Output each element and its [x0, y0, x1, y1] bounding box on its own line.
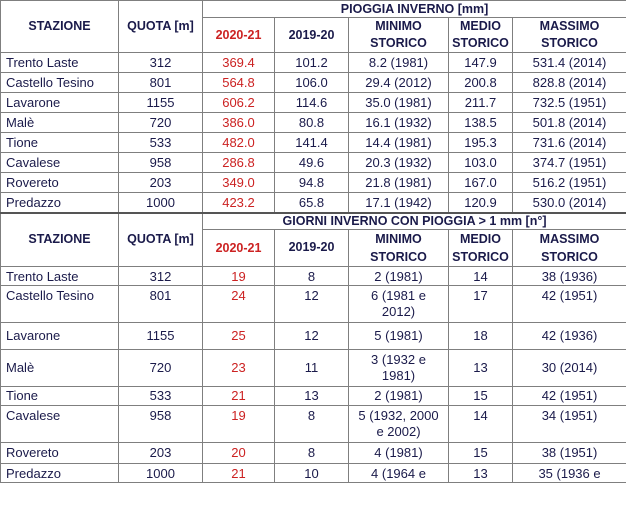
header-altitude: QUOTA [m] — [119, 1, 203, 53]
value-max: 530.0 (2014) — [513, 193, 626, 213]
value-2019-20: 13 — [275, 386, 349, 405]
value-2019-20: 101.2 — [275, 53, 349, 73]
altitude: 203 — [119, 442, 203, 463]
station-name: Cavalese — [1, 153, 119, 173]
value-2019-20: 10 — [275, 463, 349, 482]
value-2020-21: 564.8 — [203, 73, 275, 93]
value-2019-20: 94.8 — [275, 173, 349, 193]
value-min: 8.2 (1981) — [349, 53, 449, 73]
header-station: STAZIONE — [1, 1, 119, 53]
altitude: 1000 — [119, 193, 203, 213]
value-2020-21: 21 — [203, 463, 275, 482]
value-max: 501.8 (2014) — [513, 113, 626, 133]
value-min — [349, 266, 449, 285]
table-row — [1, 53, 626, 73]
value-2020-21: 20 — [203, 442, 275, 463]
value-min: 35.0 (1981) — [349, 93, 449, 113]
header-station: STAZIONE — [1, 213, 119, 267]
altitude: 720 — [119, 349, 203, 386]
header-2020-21: 2020-21 — [203, 18, 275, 53]
table-row — [1, 193, 626, 213]
value-2019-20: 12 — [275, 285, 349, 322]
station-name: Lavarone — [1, 93, 119, 113]
table-row — [1, 73, 626, 93]
table-row — [1, 405, 626, 442]
value-max: 731.6 (2014) — [513, 133, 626, 153]
value-2019-20: 141.4 — [275, 133, 349, 153]
value-2019-20: 80.8 — [275, 113, 349, 133]
value-max: 38 (1951) — [513, 442, 626, 463]
value-2020-21: 386.0 — [203, 113, 275, 133]
value-avg: 120.9 — [449, 193, 513, 213]
value-avg: 14 — [449, 266, 513, 285]
value-min-line1: 5 (1932, 2000 — [358, 407, 439, 423]
value-2019-20: 114.6 — [275, 93, 349, 113]
altitude: 533 — [119, 133, 203, 153]
value-2019-20: 8 — [275, 442, 349, 463]
value-min — [349, 285, 449, 322]
altitude: 1155 — [119, 93, 203, 113]
value-2020-21: 369.4 — [203, 53, 275, 73]
header-max-sub: STORICO — [513, 35, 626, 53]
header-min: MINIMO — [349, 18, 449, 36]
value-avg: 138.5 — [449, 113, 513, 133]
header-avg-sub: STORICO — [449, 249, 513, 267]
value-min-line1: 3 (1932 e — [371, 351, 426, 367]
value-avg: 147.9 — [449, 53, 513, 73]
value-avg: 200.8 — [449, 73, 513, 93]
table-row — [1, 173, 626, 193]
value-min — [349, 463, 449, 482]
value-max: 732.5 (1951) — [513, 93, 626, 113]
header-max: MASSIMO — [513, 230, 626, 249]
station-name: Rovereto — [1, 442, 119, 463]
value-2020-21: 423.2 — [203, 193, 275, 213]
header-max: MASSIMO — [513, 18, 626, 36]
value-2019-20: 8 — [275, 266, 349, 285]
header-2020-21: 2020-21 — [203, 230, 275, 267]
value-2019-20: 106.0 — [275, 73, 349, 93]
table-title: GIORNI INVERNO CON PIOGGIA > 1 mm [n°] — [203, 213, 626, 230]
value-avg: 211.7 — [449, 93, 513, 113]
altitude: 312 — [119, 266, 203, 285]
value-2019-20: 65.8 — [275, 193, 349, 213]
table-row — [1, 349, 626, 386]
value-2020-21: 482.0 — [203, 133, 275, 153]
header-altitude: QUOTA [m] — [119, 213, 203, 267]
value-max: 34 (1951) — [513, 405, 626, 442]
header-avg: MEDIO — [449, 18, 513, 36]
value-2019-20: 49.6 — [275, 153, 349, 173]
table-row — [1, 386, 626, 405]
value-max: 35 (1936 e — [513, 463, 626, 482]
value-min-line1: 2 (1981) — [374, 388, 423, 403]
header-2019-20: 2019-20 — [275, 230, 349, 267]
value-min: 21.8 (1981) — [349, 173, 449, 193]
value-avg: 195.3 — [449, 133, 513, 153]
header-min-sub: STORICO — [349, 249, 449, 267]
value-avg: 103.0 — [449, 153, 513, 173]
header-2019-20: 2019-20 — [275, 18, 349, 53]
station-name: Trento Laste — [1, 266, 119, 285]
value-max: 374.7 (1951) — [513, 153, 626, 173]
value-avg: 15 — [449, 386, 513, 405]
value-2020-21: 606.2 — [203, 93, 275, 113]
value-max: 531.4 (2014) — [513, 53, 626, 73]
value-min-line2: 2012) — [381, 303, 416, 319]
station-name: Lavarone — [1, 322, 119, 349]
station-name: Malè — [1, 113, 119, 133]
station-name: Tione — [1, 386, 119, 405]
table-row — [1, 285, 626, 322]
value-min-line1: 4 (1981) — [374, 445, 423, 460]
value-2019-20: 8 — [275, 405, 349, 442]
value-avg: 167.0 — [449, 173, 513, 193]
value-max: 42 (1951) — [513, 386, 626, 405]
value-2020-21: 286.8 — [203, 153, 275, 173]
station-name: Cavalese — [1, 405, 119, 442]
header-avg: MEDIO — [449, 230, 513, 249]
station-name: Trento Laste — [1, 53, 119, 73]
station-name: Malè — [1, 349, 119, 386]
station-name: Predazzo — [1, 193, 119, 213]
value-max: 516.2 (1951) — [513, 173, 626, 193]
table-title: PIOGGIA INVERNO [mm] — [203, 1, 626, 18]
value-min-line2: 1981) — [381, 367, 416, 383]
value-avg: 13 — [449, 463, 513, 482]
station-name: Tione — [1, 133, 119, 153]
value-min-line1: 5 (1981) — [374, 328, 423, 343]
value-max: 38 (1936) — [513, 266, 626, 285]
altitude: 1000 — [119, 463, 203, 482]
table-row — [1, 463, 626, 482]
value-avg: 13 — [449, 349, 513, 386]
value-max: 42 (1936) — [513, 322, 626, 349]
value-2020-21: 349.0 — [203, 173, 275, 193]
station-name: Castello Tesino — [1, 73, 119, 93]
value-min: 14.4 (1981) — [349, 133, 449, 153]
altitude: 801 — [119, 285, 203, 322]
value-2020-21: 23 — [203, 349, 275, 386]
table-row — [1, 442, 626, 463]
value-min: 29.4 (2012) — [349, 73, 449, 93]
value-2019-20: 11 — [275, 349, 349, 386]
value-2020-21: 21 — [203, 386, 275, 405]
value-min — [349, 405, 449, 442]
header-min: MINIMO — [349, 230, 449, 249]
table-row — [1, 93, 626, 113]
table-row — [1, 153, 626, 173]
altitude: 533 — [119, 386, 203, 405]
value-min-line2: e 2002) — [376, 423, 421, 439]
value-2020-21: 19 — [203, 405, 275, 442]
table-row — [1, 133, 626, 153]
altitude: 958 — [119, 153, 203, 173]
station-name: Castello Tesino — [1, 285, 119, 322]
value-avg: 17 — [449, 285, 513, 322]
altitude: 958 — [119, 405, 203, 442]
value-avg: 15 — [449, 442, 513, 463]
value-2020-21: 19 — [203, 266, 275, 285]
station-name: Rovereto — [1, 173, 119, 193]
value-min-line1: 2 (1981) — [374, 268, 423, 284]
value-max: 828.8 (2014) — [513, 73, 626, 93]
value-max: 42 (1951) — [513, 285, 626, 322]
value-min: 20.3 (1932) — [349, 153, 449, 173]
value-2020-21: 24 — [203, 285, 275, 322]
altitude: 203 — [119, 173, 203, 193]
value-min — [349, 442, 449, 463]
header-max-sub: STORICO — [513, 249, 626, 267]
value-min — [349, 386, 449, 405]
value-2020-21: 25 — [203, 322, 275, 349]
value-min-line1: 6 (1981 e — [371, 287, 426, 303]
value-min-line1: 4 (1964 e — [371, 465, 426, 481]
altitude: 312 — [119, 53, 203, 73]
value-min: 17.1 (1942) — [349, 193, 449, 213]
value-avg: 14 — [449, 405, 513, 442]
value-min — [349, 349, 449, 386]
value-avg: 18 — [449, 322, 513, 349]
table-row — [1, 322, 626, 349]
value-min: 16.1 (1932) — [349, 113, 449, 133]
altitude: 1155 — [119, 322, 203, 349]
header-min-sub: STORICO — [349, 35, 449, 53]
table-row — [1, 266, 626, 285]
value-min — [349, 322, 449, 349]
header-avg-sub: STORICO — [449, 35, 513, 53]
station-name: Predazzo — [1, 463, 119, 482]
altitude: 720 — [119, 113, 203, 133]
altitude: 801 — [119, 73, 203, 93]
table-row — [1, 113, 626, 133]
value-max: 30 (2014) — [513, 349, 626, 386]
value-2019-20: 12 — [275, 322, 349, 349]
